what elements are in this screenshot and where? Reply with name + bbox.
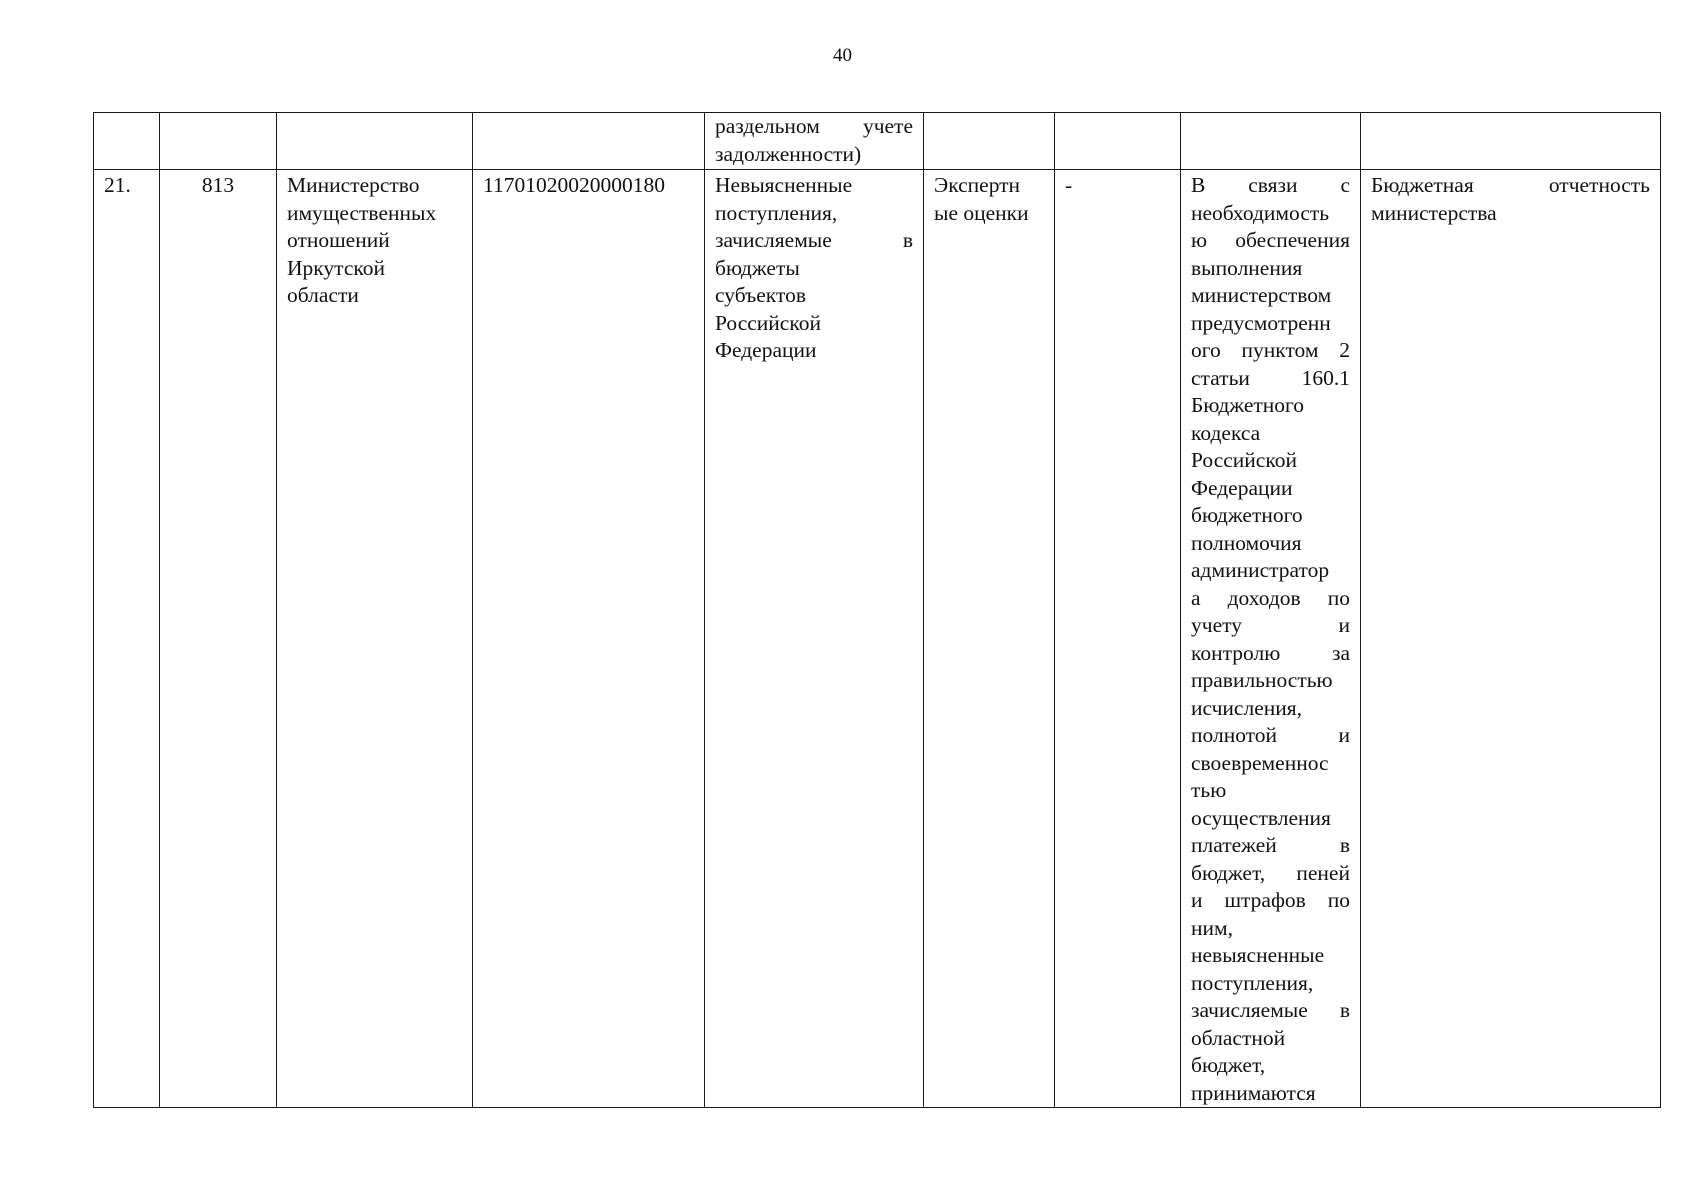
text-line: платежей в bbox=[1191, 833, 1350, 857]
cell-empty bbox=[277, 113, 473, 170]
text-line: статьи 160.1 bbox=[1191, 365, 1350, 390]
text-line: необходимость bbox=[1191, 200, 1330, 225]
text-line: своевременнос bbox=[1191, 750, 1329, 775]
cell-data-source bbox=[1361, 170, 1661, 1108]
text-line: Бюджетная отчетность bbox=[1371, 173, 1650, 197]
text-line: зачисляемые в bbox=[1191, 998, 1350, 1022]
cell-justification bbox=[1181, 170, 1361, 1108]
text-line: Федерации bbox=[1191, 475, 1293, 500]
text-line: правильностью bbox=[1191, 668, 1333, 692]
text-line: ого пунктом 2 bbox=[1191, 338, 1350, 362]
text-line: задолженности) bbox=[715, 141, 862, 166]
text-line: тью bbox=[1191, 778, 1227, 802]
text-line: министерством bbox=[1191, 283, 1332, 307]
text-line: полномочия bbox=[1191, 530, 1302, 555]
text-line: полнотой и bbox=[1191, 723, 1350, 747]
cell-formula bbox=[1055, 170, 1181, 1108]
text-line: субъектов bbox=[715, 283, 806, 307]
text-line: администратор bbox=[1191, 558, 1330, 582]
administrator-name: Министерство имущественных отношений Иркутской области bbox=[287, 173, 437, 307]
text-line: зачисляемые в bbox=[715, 228, 913, 252]
text-line: выполнения bbox=[1191, 255, 1303, 280]
text-line: бюджетного bbox=[1191, 503, 1303, 527]
cell-empty bbox=[160, 113, 277, 170]
text-line: контролю за bbox=[1191, 640, 1350, 665]
text-line: кодекса bbox=[1191, 420, 1261, 445]
budget-table bbox=[93, 112, 1661, 1108]
formula-value: - bbox=[1065, 173, 1073, 197]
cell-method bbox=[924, 170, 1055, 1108]
cell-empty bbox=[473, 113, 705, 170]
page-number: 40 bbox=[833, 45, 852, 66]
text-line: исчисления, bbox=[1191, 695, 1303, 720]
text-line: бюджет, bbox=[1191, 1053, 1266, 1077]
cell-income-name-continuation bbox=[705, 113, 924, 170]
text-line: Экспертн bbox=[934, 173, 1021, 197]
cell-administrator bbox=[277, 170, 473, 1108]
cell-row-number bbox=[94, 170, 160, 1108]
cell-income-name bbox=[705, 170, 924, 1108]
admin-code: 813 bbox=[201, 173, 235, 197]
text-line: бюджет, пеней bbox=[1191, 860, 1350, 885]
table-row-continuation bbox=[94, 113, 1661, 170]
text-line: ним, bbox=[1191, 915, 1233, 940]
row-number: 21. bbox=[104, 173, 131, 197]
cell-empty bbox=[1361, 113, 1661, 170]
cell-empty bbox=[1181, 113, 1361, 170]
kbk-code: 11701020020000180 bbox=[483, 173, 665, 197]
text-line: поступления, bbox=[715, 200, 838, 225]
text-line: Бюджетного bbox=[1191, 393, 1305, 417]
text-line: бюджеты bbox=[715, 255, 800, 280]
text-line: Невыясненные bbox=[715, 173, 853, 197]
cell-kbk bbox=[473, 170, 705, 1108]
text-line: и штрафов по bbox=[1191, 888, 1350, 912]
table-row bbox=[94, 170, 1661, 1108]
text-line: поступления, bbox=[1191, 970, 1314, 995]
text-line: учету и bbox=[1191, 613, 1350, 637]
text-line: Федерации bbox=[715, 338, 817, 362]
cell-empty bbox=[94, 113, 160, 170]
text-line: областной bbox=[1191, 1025, 1286, 1050]
text-line: принимаются bbox=[1191, 1080, 1316, 1105]
text-line: ю обеспечения bbox=[1191, 228, 1350, 252]
text-line: невыясненные bbox=[1191, 943, 1325, 967]
text-line: В связи с bbox=[1191, 173, 1350, 197]
cell-empty bbox=[924, 113, 1055, 170]
text-line: осуществления bbox=[1191, 805, 1331, 830]
text-line: Российской bbox=[715, 310, 821, 335]
text-line: ые оценки bbox=[934, 200, 1029, 225]
text-line: Российской bbox=[1191, 448, 1297, 472]
cell-empty bbox=[1055, 113, 1181, 170]
text-line: раздельном учете bbox=[715, 114, 913, 138]
text-line: предусмотренн bbox=[1191, 310, 1331, 335]
cell-admin-code bbox=[160, 170, 277, 1108]
text-line: а доходов по bbox=[1191, 585, 1350, 610]
text-line: министерства bbox=[1371, 200, 1497, 225]
